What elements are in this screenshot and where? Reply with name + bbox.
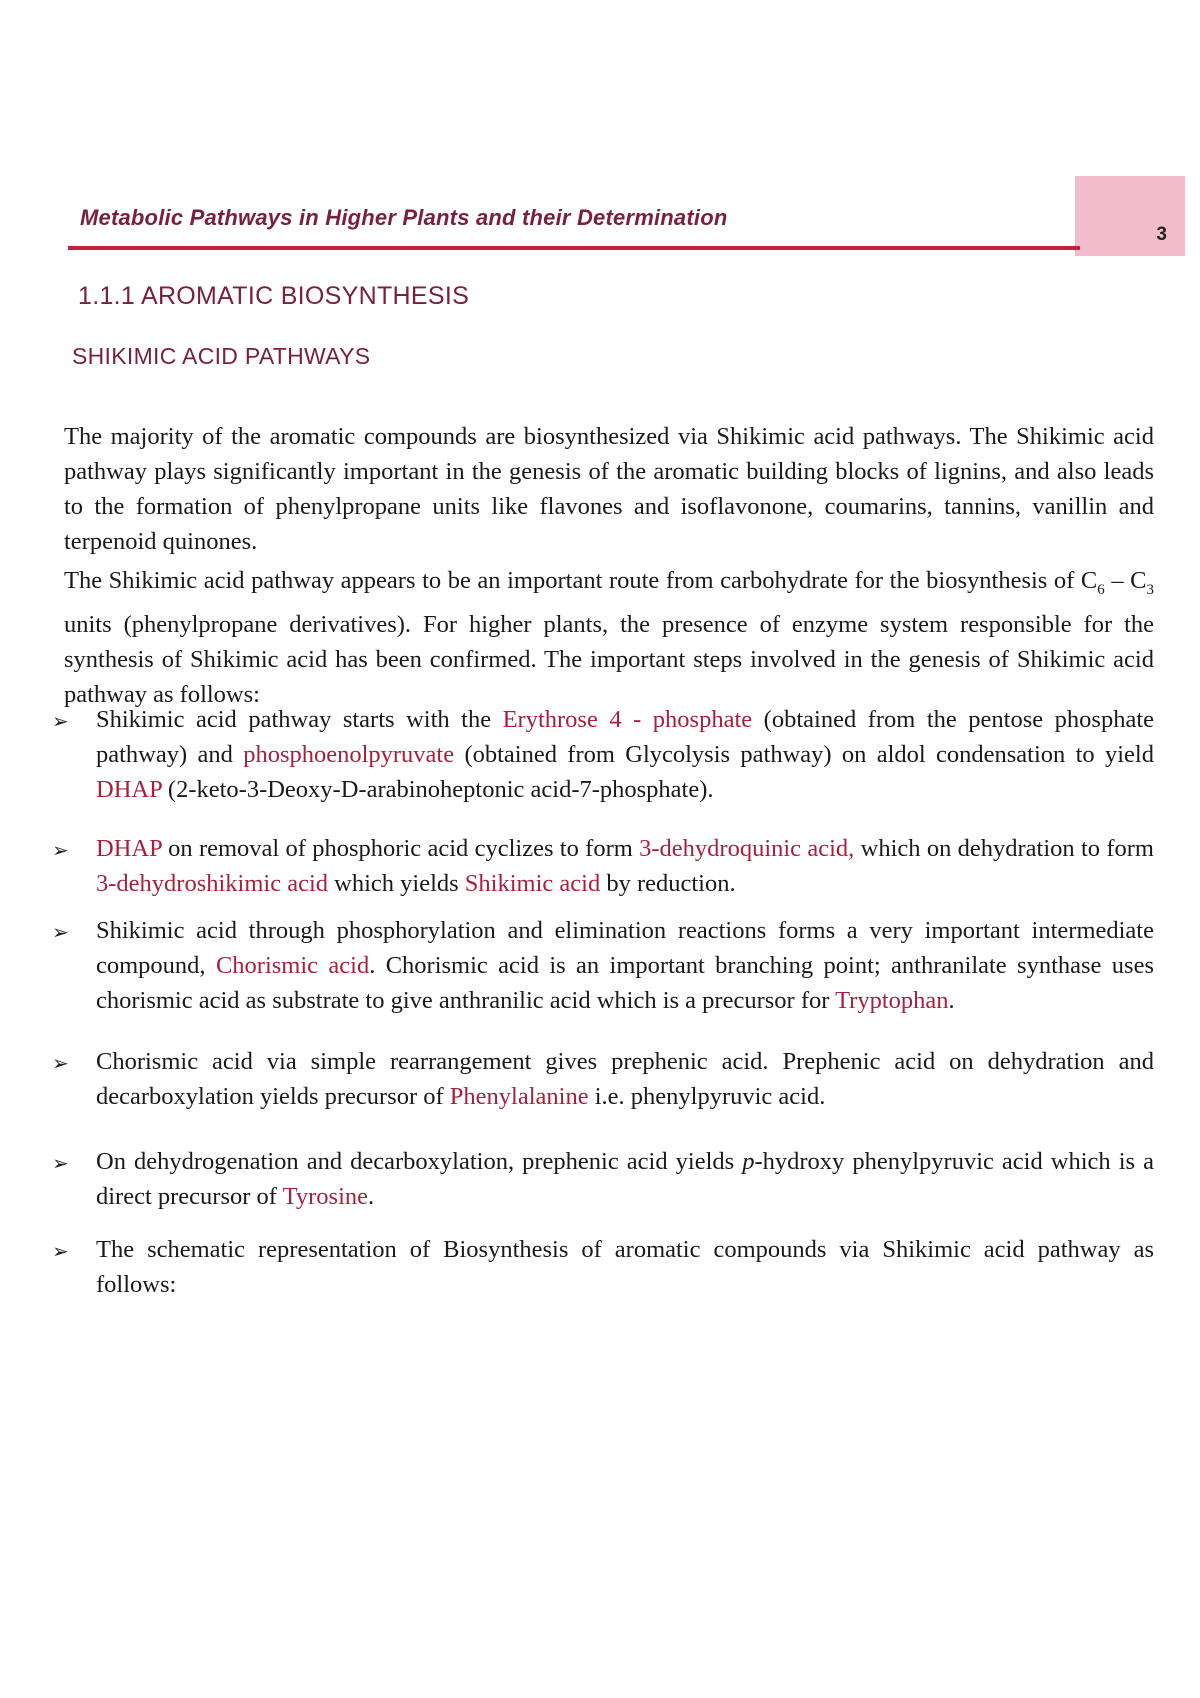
highlight-term: Erythrose 4 - phosphate bbox=[502, 706, 753, 733]
item-text: (2-keto-3-Deoxy-D-arabinoheptonic acid-7-phosphate). bbox=[161, 776, 714, 803]
item-text: . Chorismic acid is an important branching point; anthranilate synthase uses chorismic acid as substrate to give anthranilic acid which is a precursor for bbox=[96, 952, 1154, 1014]
arrow-bullet-icon: ➢ bbox=[52, 1239, 69, 1263]
item-text: Shikimic acid through phosphorylation and elimination reactions forms a very important intermediate compound, bbox=[96, 917, 1154, 979]
item-text: i.e. phenylpyruvic acid. bbox=[588, 1083, 826, 1110]
list-item bbox=[52, 1232, 1154, 1302]
item-text: which on dehydration to form bbox=[854, 835, 1154, 862]
item-text: which yields bbox=[328, 870, 465, 897]
highlight-term: phosphoenolpyruvate bbox=[243, 741, 455, 768]
highlight-term: 3-dehydroshikimic acid bbox=[96, 870, 329, 897]
list-item bbox=[52, 1044, 1154, 1114]
highlight-term: Phenylalanine bbox=[449, 1083, 589, 1110]
header-rule bbox=[68, 246, 1080, 250]
paragraph-route-text: – C bbox=[1104, 566, 1147, 594]
item-text: (obtained from the pentose phosphate pathway) and bbox=[96, 706, 1154, 768]
item-text: Chorismic acid via simple rearrangement gives prephenic acid. Prephenic acid on dehydration and decarboxylation yields precursor of bbox=[96, 1048, 1154, 1110]
highlight-term: DHAP bbox=[96, 776, 162, 803]
subscript-6: 6 bbox=[1097, 581, 1105, 598]
list-item bbox=[52, 702, 1154, 807]
highlight-term: DHAP bbox=[96, 835, 162, 862]
running-header: Metabolic Pathways in Higher Plants and their Determination bbox=[80, 205, 728, 230]
list-item bbox=[52, 913, 1154, 1018]
subscript-3: 3 bbox=[1146, 581, 1154, 598]
item-text: . bbox=[948, 987, 955, 1014]
arrow-bullet-icon: ➢ bbox=[52, 1051, 69, 1075]
highlight-term: Chorismic acid bbox=[215, 952, 370, 979]
sub-heading: SHIKIMIC ACID PATHWAYS bbox=[72, 343, 371, 369]
highlight-term: Shikimic acid bbox=[464, 870, 601, 897]
section-heading: 1.1.1 AROMATIC BIOSYNTHESIS bbox=[78, 282, 470, 310]
highlight-term: Tyrosine bbox=[282, 1183, 369, 1210]
highlight-term: Tryptophan bbox=[835, 987, 949, 1014]
item-text: The schematic representation of Biosynthesis of aromatic compounds via Shikimic acid pathway as follows: bbox=[96, 1236, 1154, 1298]
item-text: . bbox=[368, 1183, 375, 1210]
item-text: (obtained from Glycolysis pathway) on aldol condensation to yield bbox=[454, 741, 1154, 768]
steps-list bbox=[52, 702, 1154, 1302]
item-text: by reduction. bbox=[600, 870, 736, 897]
italic-p: p bbox=[742, 1148, 755, 1175]
paragraph-route bbox=[64, 563, 1154, 713]
list-item bbox=[52, 831, 1154, 901]
item-text: -hydroxy phenylpyruvic acid which is a direct precursor of bbox=[96, 1148, 1154, 1210]
arrow-bullet-icon: ➢ bbox=[52, 838, 69, 862]
paragraph-intro: The majority of the aromatic compounds are biosynthesized via Shikimic acid pathways. The Shikimic acid pathway plays significantly important in the genesis of the aromatic building blocks of lignins, and also leads to the formation of phenylpropane units like flavones and isoflavonone, coumarins, tannins, vanillin and terpenoid quinones. bbox=[64, 422, 1154, 555]
item-text: On dehydrogenation and decarboxylation, prephenic acid yields bbox=[96, 1148, 743, 1175]
arrow-bullet-icon: ➢ bbox=[52, 709, 69, 733]
list-item bbox=[52, 1144, 1154, 1214]
arrow-bullet-icon: ➢ bbox=[52, 1151, 69, 1175]
page-tab bbox=[1075, 176, 1185, 256]
paragraph-route-text: The Shikimic acid pathway appears to be an important route from carbohydrate for the biosynthesis of C bbox=[64, 566, 1098, 594]
highlight-term: 3-dehydroquinic acid, bbox=[639, 835, 855, 862]
page-number: 3 bbox=[1156, 224, 1167, 245]
item-text: on removal of phosphoric acid cyclizes to form bbox=[161, 835, 640, 862]
paragraph-route-text: units (phenylpropane derivatives). For higher plants, the presence of enzyme system responsible for the synthesis of Shikimic acid has been confirmed. The important steps involved in the genesis of Shikimic acid pathway as follows: bbox=[64, 611, 1154, 709]
item-text: Shikimic acid pathway starts with the bbox=[96, 706, 503, 733]
arrow-bullet-icon: ➢ bbox=[52, 920, 69, 944]
